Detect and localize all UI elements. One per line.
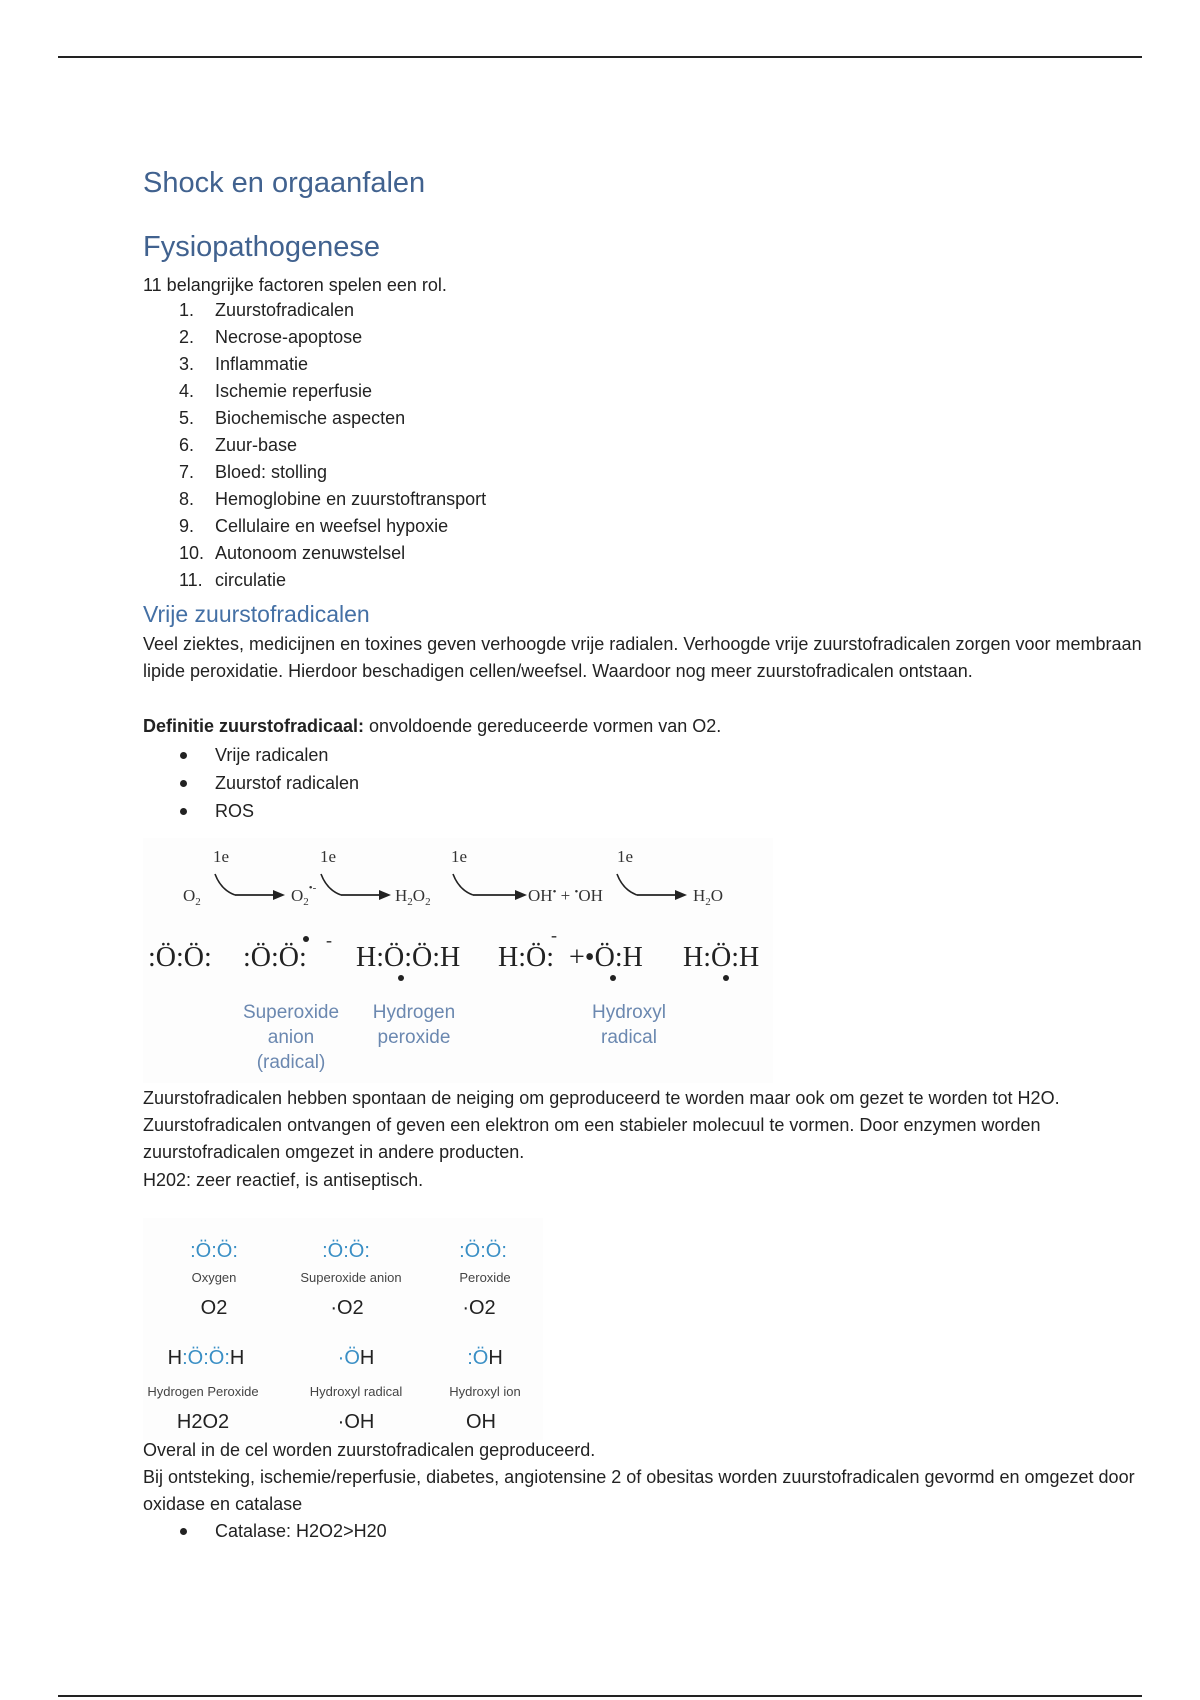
bullet-item: [143, 1518, 387, 1546]
bullet-item: [143, 742, 359, 770]
paragraph-radicals: Veel ziektes, medicijnen en toxines geven verhoogde vrije radialen. Verhoogde vrije zuurstofradicalen zorgen voor membraan lipide peroxidatie. Hierdoor beschadigen cellen/weefsel. Waardoor nog meer zuurstofradicalen ontstaan.: [143, 634, 1142, 681]
svg-text:-: -: [551, 925, 557, 945]
formula-superoxide: ·O2: [330, 1297, 364, 1319]
factors-list: [143, 297, 486, 594]
bullet-icon: [180, 780, 187, 787]
page-title: Shock en orgaanfalen: [143, 167, 426, 199]
lewis-water: H:Ö:H: [683, 942, 760, 973]
bullet-label: Zuurstof radicalen: [215, 773, 360, 793]
list-number: 3.: [179, 354, 195, 374]
list-label: Ischemie reperfusie: [215, 381, 373, 401]
formula-hydroxyl-ion: OH: [466, 1411, 496, 1433]
label-hydroxyl: Hydroxyl: [592, 1002, 666, 1023]
name-hydroxyl-radical: Hydroxyl radical: [309, 1384, 403, 1399]
list-number: 2.: [179, 327, 195, 347]
radical-types-list: [143, 742, 359, 826]
bullet-icon: [180, 752, 187, 759]
list-item: [143, 324, 486, 351]
oxygen-reduction-figure: [143, 838, 773, 1083]
header-rule: [58, 56, 1142, 58]
name-oxygen: Oxygen: [191, 1270, 237, 1285]
list-number: 9.: [179, 516, 195, 536]
paragraph-h2o2: H202: zeer reactief, is antiseptisch.: [143, 1170, 424, 1190]
name-superoxide: Superoxide anion: [300, 1270, 402, 1285]
lewis-superoxide-icon: :Ö:Ö:: [322, 1240, 370, 1262]
list-number: 6.: [179, 435, 195, 455]
svg-text:-: -: [326, 930, 332, 950]
lewis-hydroxyl: +•Ö:H: [569, 942, 643, 973]
list-item: [143, 432, 486, 459]
list-label: Zuur-base: [215, 435, 298, 455]
list-number: 5.: [179, 408, 195, 428]
formula-hydroxyl: ·OH: [337, 1411, 375, 1433]
lewis-o2: :Ö:Ö:: [148, 942, 212, 973]
list-label: Inflammatie: [215, 354, 309, 374]
formula-o2: $O_2$: [183, 886, 201, 908]
lewis-hydroxide: H:Ö:: [498, 942, 554, 973]
lewis-peroxide-icon: :Ö:Ö:: [459, 1240, 507, 1262]
formula-peroxide: ·O2: [462, 1297, 496, 1319]
electron-label: 1e: [320, 847, 337, 866]
list-item: [143, 297, 486, 324]
list-item: [143, 459, 486, 486]
label-superoxide: (radical): [256, 1052, 326, 1073]
electron-label: 1e: [213, 847, 230, 866]
list-number: 10.: [179, 543, 205, 563]
label-hydroxyl: radical: [601, 1027, 657, 1048]
name-hydroxyl-ion: Hydroxyl ion: [449, 1384, 521, 1399]
list-label: Cellulaire en weefsel hypoxie: [215, 516, 449, 536]
lewis-hydroxyl-icon: ·ÖH: [337, 1347, 375, 1369]
list-number: 11.: [179, 570, 203, 590]
bullet-label: Catalase: H2O2>H20: [215, 1521, 387, 1541]
list-number: 4.: [179, 381, 195, 401]
list-number: 8.: [179, 489, 195, 509]
list-label: Hemoglobine en zuurstoftransport: [215, 489, 487, 509]
formula-h2o2: H2O2: [176, 1411, 230, 1433]
enzyme-list: [143, 1518, 387, 1546]
bullet-icon: [180, 1528, 187, 1535]
name-peroxide: Peroxide: [459, 1270, 511, 1285]
label-hydrogen-peroxide: Hydrogen: [372, 1002, 456, 1023]
label-hydrogen-peroxide: peroxide: [377, 1027, 451, 1048]
list-item: [143, 567, 486, 594]
paragraph-spontaneous: Zuurstofradicalen hebben spontaan de neiging om geproduceerd te worden maar ook om gezet te worden tot H2O. Zuurstofradicalen ontvangen of geven een elektron om een stabieler molecuul te vormen. Door enzymen worden zuurstofradicalen omgezet in andere producten.: [143, 1088, 1060, 1162]
lewis-oxygen-icon: :Ö:Ö:: [190, 1240, 238, 1262]
list-item: [143, 378, 486, 405]
electron-label: 1e: [451, 847, 468, 866]
bullet-label: Vrije radicalen: [215, 745, 329, 765]
formula-water: $H_2O$: [693, 886, 724, 908]
intro-text: 11 belangrijke factoren spelen een rol.: [143, 275, 447, 295]
formula-hydroxyl: OH• + •OH: [528, 886, 603, 905]
list-label: Zuurstofradicalen: [215, 300, 355, 320]
list-label: Necrose-apoptose: [215, 327, 363, 347]
electron-label: 1e: [617, 847, 634, 866]
lewis-h2o2-icon: H:Ö:Ö:H: [167, 1347, 245, 1369]
list-label: Autonoom zenuwstelsel: [215, 543, 406, 563]
lewis-superoxide: :Ö:Ö:: [243, 942, 307, 973]
bullet-item: [143, 770, 359, 798]
list-number: 7.: [179, 462, 195, 482]
subsection-heading: Vrije zuurstofradicalen: [143, 601, 370, 627]
bullet-item: [143, 798, 359, 826]
formula-superoxide: $O_2^{•-}$: [291, 882, 317, 908]
list-item: [143, 405, 486, 432]
lewis-hydroxyl-ion-icon: :ÖH: [467, 1347, 503, 1369]
formula-oxygen: O2: [200, 1297, 228, 1319]
definition-term: Definitie zuurstofradicaal:: [143, 716, 365, 736]
paragraph-conditions: Bij ontsteking, ischemie/reperfusie, diabetes, angiotensine 2 of obesitas worden zuurstofradicalen gevormd en omgezet door oxidase en catalase: [143, 1467, 1135, 1514]
definition-text: onvoldoende gereduceerde vormen van O2.: [364, 716, 722, 736]
list-label: Bloed: stolling: [215, 462, 328, 482]
list-item: [143, 513, 486, 540]
list-label: Biochemische aspecten: [215, 408, 406, 428]
lewis-h2o2: H:Ö:Ö:H: [356, 942, 461, 973]
list-label: circulatie: [215, 570, 287, 590]
name-hydrogen-peroxide: Hydrogen Peroxide: [147, 1384, 259, 1399]
oxygen-species-figure: [143, 1218, 543, 1440]
list-item: [143, 486, 486, 513]
bullet-icon: [180, 808, 187, 815]
formula-h2o2: $H_2O_2$: [395, 886, 431, 908]
list-item: [143, 351, 486, 378]
section-heading: Fysiopathogenese: [143, 231, 380, 263]
label-superoxide: anion: [267, 1027, 315, 1048]
definition: [143, 713, 721, 740]
list-item: [143, 540, 486, 567]
list-number: 1.: [179, 300, 195, 320]
label-superoxide: Superoxide: [242, 1002, 340, 1023]
bullet-label: ROS: [215, 801, 255, 821]
paragraph-production: Overal in de cel worden zuurstofradicalen geproduceerd.: [143, 1440, 596, 1460]
footer-rule: [58, 1695, 1142, 1697]
